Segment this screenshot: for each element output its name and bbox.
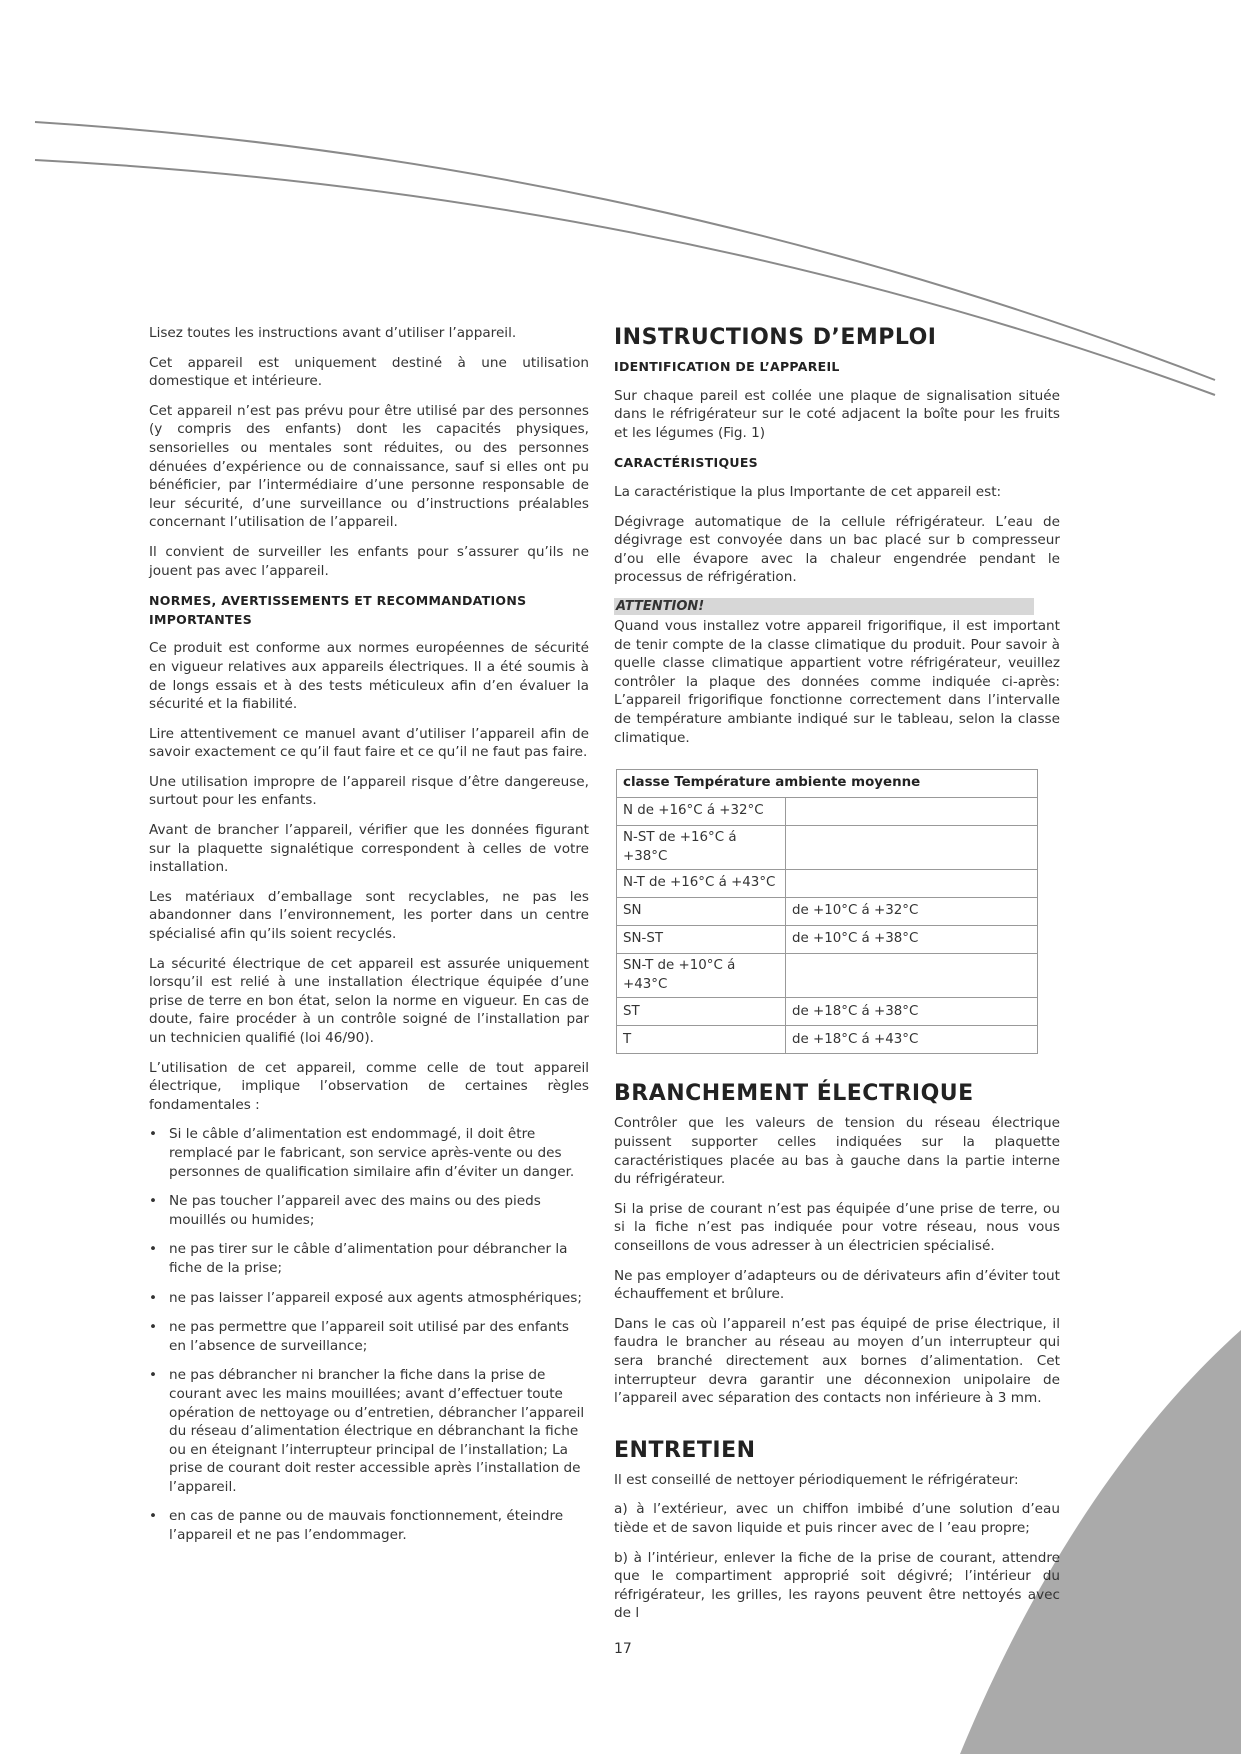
entretien-title: ENTRETIEN (614, 1437, 756, 1463)
list-item: • ne pas débrancher ni brancher la fiche dans la prise de courant avec les mains mouillées; avant d’effectuer toute opération de nettoyage ou d’entretien, débrancher l’appareil du réseau d’alimentation électrique en débranchant la fiche ou en éteignant l’interrupteur principal de l’installation; La prise de courant doit rester accessible après l’installation de l’appareil. (149, 1366, 589, 1496)
persons-warning-paragraph: Cet appareil n’est pas prévu pour être utilisé par des personnes (y compris des enfants) dont les capacités physiques, sensorielles ou mentales sont réduites, ou des personnes dénuées d’expérience ou de connaissance, sauf si elles ont pu bénéficier, par l’intermédiaire d’une personne responsable de leur sécurité, d’une surveillance ou d’instructions préalables concernant l’utilisation de l’appareil. (149, 402, 589, 531)
table-cell (786, 826, 1038, 870)
normes-heading: NORMES, AVERTISSEMENTS ET RECOMMANDATIONS IMPORTANTES (149, 593, 527, 627)
page-number: 17 (614, 1641, 632, 1657)
table-cell: de +18°C á +43°C (786, 1026, 1038, 1054)
table-cell: SN-ST (617, 926, 786, 954)
electrical-safety-paragraph: La sécurité électrique de cet appareil est assurée uniquement lorsqu’il est relié à une installation électrique équipée d’une prise de terre en bon état, selon la norme en vigueur. En cas de doute, faire procéder à un contrôle soigné de l’installation par un technicien qualifié (loi 46/90). (149, 955, 589, 1046)
earth-paragraph: Si la prise de courant n’est pas équipée d’une prise de terre, ou si la fiche n’est pas indiquée pour votre réseau, nous vous conseillons de vous adresser à un électricien spécialisé. (614, 1200, 1060, 1255)
table-cell: SN-T de +10°C á +43°C (617, 954, 786, 998)
table-row (617, 826, 1038, 870)
table-cell: N-T de +16°C á +43°C (617, 870, 786, 898)
children-paragraph: Il convient de surveiller les enfants pour s’assurer qu’ils ne jouent pas avec l’appareil. (149, 543, 589, 579)
manual-paragraph: Lire attentivement ce manuel avant d’utiliser l’appareil afin de savoir exactement ce qu’il faut faire et ce qu’il ne faut pas faire. (149, 725, 589, 761)
branchement-title: BRANCHEMENT ÉLECTRIQUE (614, 1081, 974, 1107)
list-item: • en cas de panne ou de mauvais fonctionnement, éteindre l’appareil et ne pas l’endommager. (149, 1507, 589, 1544)
table-row (617, 870, 1038, 898)
list-item: • ne pas permettre que l’appareil soit utilisé par des enfants en l’absence de surveillance; (149, 1318, 589, 1355)
intro-paragraph: Lisez toutes les instructions avant d’utiliser l’appareil. (149, 325, 517, 341)
rules-paragraph: L’utilisation de cet appareil, comme celle de tout appareil électrique, implique l’observation de certaines règles fondamentales : (149, 1059, 589, 1113)
safety-rules-list (149, 1125, 589, 1544)
table-cell: N-ST de +16°C á +38°C (617, 826, 786, 870)
table-cell (786, 798, 1038, 826)
table-cell: de +10°C á +38°C (786, 926, 1038, 954)
degivrage-paragraph: Dégivrage automatique de la cellule réfrigérateur. L’eau de dégivrage est convoyée dans un bac placé sur b compresseur d’ou elle évapore avec la chaleur engendrée pendant le processus de réfrigération. (614, 513, 1060, 586)
table-row (617, 1026, 1038, 1054)
exterior-cleaning-paragraph: a) à l’extérieur, avec un chiffon imbibé d’une solution d’eau tiède et de savon liquide et puis rincer avec de l ’eau propre; (614, 1501, 1060, 1536)
plate-check-paragraph: Avant de brancher l’appareil, vérifier que les données figurant sur la plaquette signalétique correspondent à celles de votre installation. (149, 822, 589, 876)
left-column (149, 324, 589, 1556)
cleaning-paragraph: Il est conseillé de nettoyer périodiquement le réfrigérateur: (614, 1471, 1019, 1488)
table-cell: SN (617, 898, 786, 926)
table-cell: N de +16°C á +32°C (617, 798, 786, 826)
right-column (614, 324, 1060, 1634)
attention-label: ATTENTION! (614, 598, 1034, 615)
table-cell: de +10°C á +32°C (786, 898, 1038, 926)
instructions-title: INSTRUCTIONS D’EMPLOI (614, 325, 937, 350)
packaging-paragraph: Les matériaux d’emballage sont recyclables, ne pas les abandonner dans l’environnement, les porter dans un centre spécialisé afin qu’ils soient recyclés. (149, 888, 589, 943)
interior-cleaning-paragraph: b) à l’intérieur, enlever la fiche de la prise de courant, attendre que le compartiment approprié soit dégivré; l’intérieur du réfrigérateur, les grilles, les rayons peuvent être nettoyés avec de l (614, 1549, 1060, 1622)
list-item: • Si le câble d’alimentation est endommagé, il doit être remplacé par le fabricant, son service après-vente ou des personnes de qualification similaire afin d’éviter un danger. (149, 1125, 589, 1181)
table-cell (786, 954, 1038, 998)
adapters-paragraph: Ne pas employer d’adapteurs ou de dérivateurs afin d’éviter tout échauffement et brûlure. (614, 1267, 1060, 1303)
attention-paragraph: Quand vous installez votre appareil frigorifique, il est important de tenir compte de la classe climatique du produit. Pour savoir à quelle classe climatique appartient votre réfrigérateur, veuillez contrôler la plaque des données comme indiquée ci-après: L’appareil frigorifique fonctionne correctement dans l’intervalle de température ambiante indiqué sur le tableau, selon la classe climatique. (614, 617, 1060, 746)
table-cell: ST (617, 998, 786, 1026)
list-item: • Ne pas toucher l’appareil avec des mains ou des pieds mouillés ou humides; (149, 1192, 589, 1229)
identification-heading: IDENTIFICATION DE L’APPAREIL (614, 359, 840, 374)
list-item: • ne pas tirer sur le câble d’alimentation pour débrancher la fiche de la prise; (149, 1240, 589, 1277)
table-row (617, 954, 1038, 998)
table-row (617, 998, 1038, 1026)
improper-use-paragraph: Une utilisation impropre de l’appareil risque d’être dangereuse, surtout pour les enfants. (149, 773, 589, 809)
table-header: classe Température ambiente moyenne (617, 770, 1038, 798)
domestic-use-paragraph: Cet appareil est uniquement destiné à une utilisation domestique et intérieure. (149, 354, 589, 390)
table-cell: de +18°C á +38°C (786, 998, 1038, 1026)
table-row (617, 926, 1038, 954)
identification-paragraph: Sur chaque pareil est collée une plaque de signalisation située dans le réfrigérateur sur le coté adjacent la boîte pour les fruits et les légumes (Fig. 1) (614, 387, 1060, 441)
table-cell (786, 870, 1038, 898)
voltage-paragraph: Contrôler que les valeurs de tension du réseau électrique puissent supporter celles indiquées sur la plaquette caractéristiques placée au bas à gauche dans la partie interne du réfrigérateur. (614, 1115, 1060, 1188)
caracteristiques-paragraph: La caractéristique la plus Importante de cet appareil est: (614, 483, 1002, 500)
table-header-row (617, 770, 1038, 798)
conformity-paragraph: Ce produit est conforme aux normes européennes de sécurité en vigueur relatives aux appareils électriques. Il a été soumis à de longs essais et à des tests méticuleux afin d’en évaluer la sécurité et la fiabilité. (149, 640, 589, 713)
table-row (617, 898, 1038, 926)
switch-paragraph: Dans le cas où l’appareil n’est pas équipé de prise électrique, il faudra le brancher au réseau au moyen d’un interrupteur qui sera branché directement aux bornes d’alimentation. Cet interrupteur devra garantir une déconnexion unipolaire de l’appareil avec séparation des contacts non inférieure à 3 mm. (614, 1315, 1060, 1407)
list-item: • ne pas laisser l’appareil exposé aux agents atmosphériques; (149, 1289, 589, 1308)
table-row (617, 798, 1038, 826)
climate-class-table (616, 769, 1038, 1054)
caracteristiques-heading: CARACTÉRISTIQUES (614, 455, 758, 471)
table-cell: T (617, 1026, 786, 1054)
